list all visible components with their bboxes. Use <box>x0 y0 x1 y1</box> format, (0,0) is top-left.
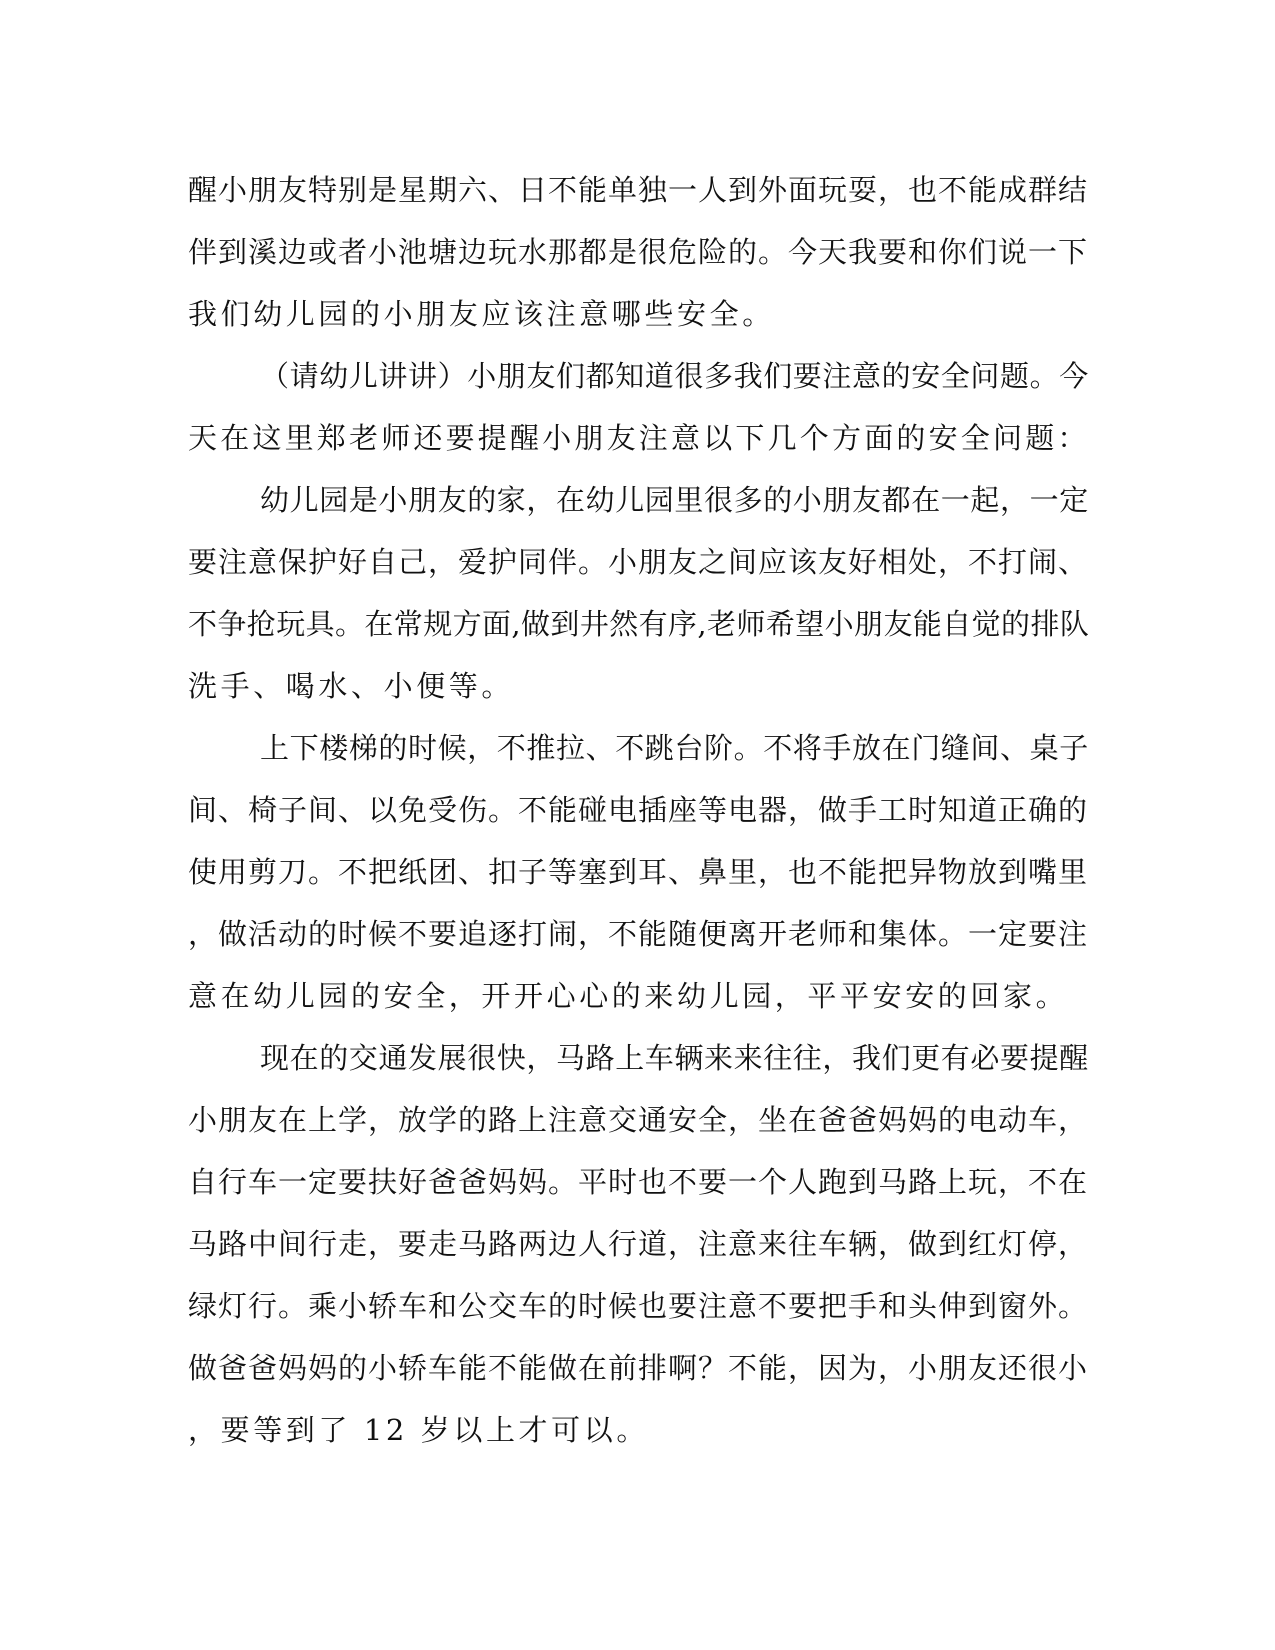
document-body <box>188 159 1093 1461</box>
paragraph-line: 要注意保护好自己，爱护同伴。小朋友之间应该友好相处，不打闹、 <box>188 545 1089 579</box>
paragraph-line: 洗手、喝水、小便等。 <box>188 669 515 703</box>
paragraph-line: 间、椅子间、以免受伤。不能碰电插座等电器，做手工时知道正确的 <box>188 793 1089 827</box>
paragraph-line: 天在这里郑老师还要提醒小朋友注意以下几个方面的安全问题： <box>188 421 1090 455</box>
paragraph-line: 伴到溪边或者小池塘边玩水那都是很危险的。今天我要和你们说一下 <box>188 235 1089 269</box>
paragraph-line: 上下楼梯的时候，不推拉、不跳台阶。不将手放在门缝间、桌子 <box>260 731 1089 765</box>
paragraph-line: ，做活动的时候不要追逐打闹，不能随便离开老师和集体。一定要注 <box>188 917 1089 951</box>
paragraph-line: 幼儿园是小朋友的家，在幼儿园里很多的小朋友都在一起，一定 <box>260 483 1089 517</box>
paragraph-line: 小朋友在上学，放学的路上注意交通安全，坐在爸爸妈妈的电动车， <box>188 1103 1089 1137</box>
paragraph-line: ，要等到了 12 岁以上才可以。 <box>188 1413 649 1447</box>
paragraph-line: 做爸爸妈妈的小轿车能不能做在前排啊？不能，因为，小朋友还很小 <box>188 1351 1089 1385</box>
paragraph-line: 醒小朋友特别是星期六、日不能单独一人到外面玩耍，也不能成群结 <box>188 173 1089 207</box>
paragraph-line: 我们幼儿园的小朋友应该注意哪些安全。 <box>188 297 775 331</box>
paragraph-line: 不争抢玩具。在常规方面,做到井然有序,老师希望小朋友能自觉的排队 <box>188 607 1090 641</box>
paragraph-line: 使用剪刀。不把纸团、扣子等塞到耳、鼻里，也不能把异物放到嘴里 <box>188 855 1089 889</box>
paragraph-line: 现在的交通发展很快，马路上车辆来来往往，我们更有必要提醒 <box>260 1041 1089 1075</box>
paragraph-line: 绿灯行。乘小轿车和公交车的时候也要注意不要把手和头伸到窗外。 <box>188 1289 1089 1323</box>
paragraph-line: 意在幼儿园的安全，开开心心的来幼儿园，平平安安的回家。 <box>188 979 1069 1013</box>
paragraph-line: 自行车一定要扶好爸爸妈妈。平时也不要一个人跑到马路上玩，不在 <box>188 1165 1089 1199</box>
paragraph-line: 马路中间行走，要走马路两边人行道，注意来往车辆，做到红灯停， <box>188 1227 1089 1261</box>
paragraph-line: （请幼儿讲讲）小朋友们都知道很多我们要注意的安全问题。今 <box>260 359 1089 393</box>
